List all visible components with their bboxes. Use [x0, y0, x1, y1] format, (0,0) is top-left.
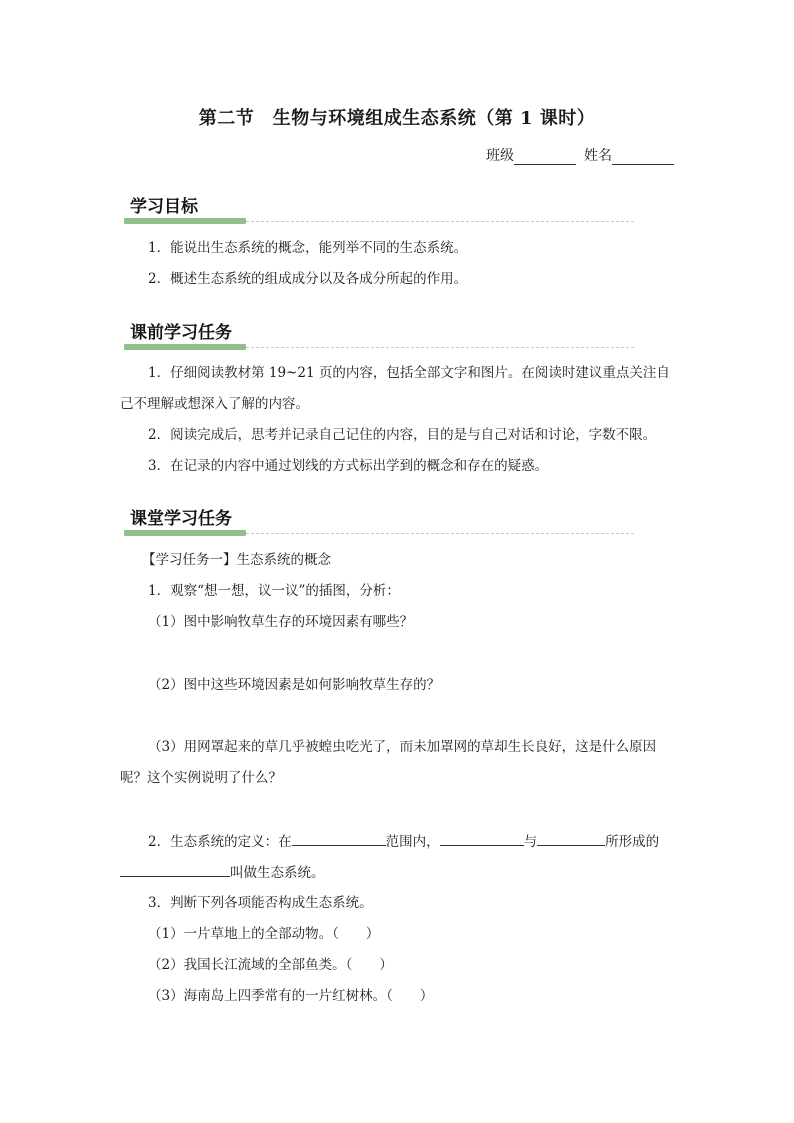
definition-line: [148, 831, 674, 852]
pre-task-item: 1．仔细阅读教材第 19~21 页的内容，包括全部文字和图片。在阅读时建议重点关注自: [148, 365, 670, 381]
section-accent-bar: [124, 530, 246, 536]
section-header-pre: [120, 318, 634, 350]
pre-task-item: 2．阅读完成后，思考并记录自己记住的内容，目的是与自己对话和讨论，字数不限。: [148, 427, 657, 443]
class-blank[interactable]: [514, 150, 576, 165]
section-title: 学习目标: [130, 197, 198, 217]
judgement-item: （2）我国长江流域的全部鱼类。（ ）: [148, 957, 393, 973]
section-title: 课堂学习任务: [130, 509, 232, 529]
question: 3．判断下列各项能否构成生态系统。: [148, 895, 373, 911]
fill-blank-organisms[interactable]: [440, 831, 524, 846]
sub-question-continued: 呢？这个实例说明了什么？: [120, 770, 282, 786]
fill-blank-whole[interactable]: [120, 862, 230, 877]
section-accent-bar: [124, 218, 246, 224]
section-title: 课前学习任务: [130, 323, 232, 343]
goal-item: 2．概述生态系统的组成成分以及各成分所起的作用。: [148, 271, 468, 287]
definition-text: 范围内，: [385, 834, 440, 850]
definition-line-continued: [120, 862, 674, 883]
goal-item: 1．能说出生态系统的概念，能列举不同的生态系统。: [148, 240, 468, 256]
sub-question: （2）图中这些环境因素是如何影响牧草生存的？: [148, 677, 441, 693]
pre-task-item: 3．在记录的内容中通过划线的方式标出学到的概念和存在的疑惑。: [148, 458, 549, 474]
section-divider: [246, 221, 634, 222]
section-header-goals: [120, 192, 634, 224]
fill-blank-environment[interactable]: [537, 831, 605, 846]
class-label: 班级: [486, 148, 514, 164]
section-accent-bar: [124, 344, 246, 350]
definition-text: 2．生态系统的定义：在: [148, 834, 292, 850]
name-bar: [486, 145, 674, 165]
definition-text: 与: [523, 834, 538, 850]
pre-task-item-continued: 己不理解或想深入了解的内容。: [120, 396, 309, 412]
page-title: 第二节 生物与环境组成生态系统（第 1 课时）: [198, 108, 596, 129]
section-divider: [246, 533, 634, 534]
task-heading: 【学习任务一】生态系统的概念: [142, 552, 331, 568]
judgement-item: （3）海南岛上四季常有的一片红树林。（ ）: [148, 988, 434, 1004]
sub-question: （3）用网罩起来的草几乎被蝗虫吃光了，而未加罩网的草却生长良好，这是什么原因: [148, 739, 657, 755]
question: 1．观察“想一想，议一议”的插图，分析：: [148, 583, 400, 599]
section-header-class: [120, 504, 634, 536]
name-blank[interactable]: [612, 150, 674, 165]
judgement-item: （1）一片草地上的全部动物。（ ）: [148, 926, 380, 942]
definition-text: 所形成的: [605, 834, 660, 850]
fill-blank-range[interactable]: [292, 831, 386, 846]
name-label: 姓名: [584, 148, 612, 164]
sub-question: （1）图中影响牧草生存的环境因素有哪些？: [148, 614, 414, 630]
definition-text: 叫做生态系统。: [230, 865, 325, 881]
section-divider: [246, 347, 634, 348]
